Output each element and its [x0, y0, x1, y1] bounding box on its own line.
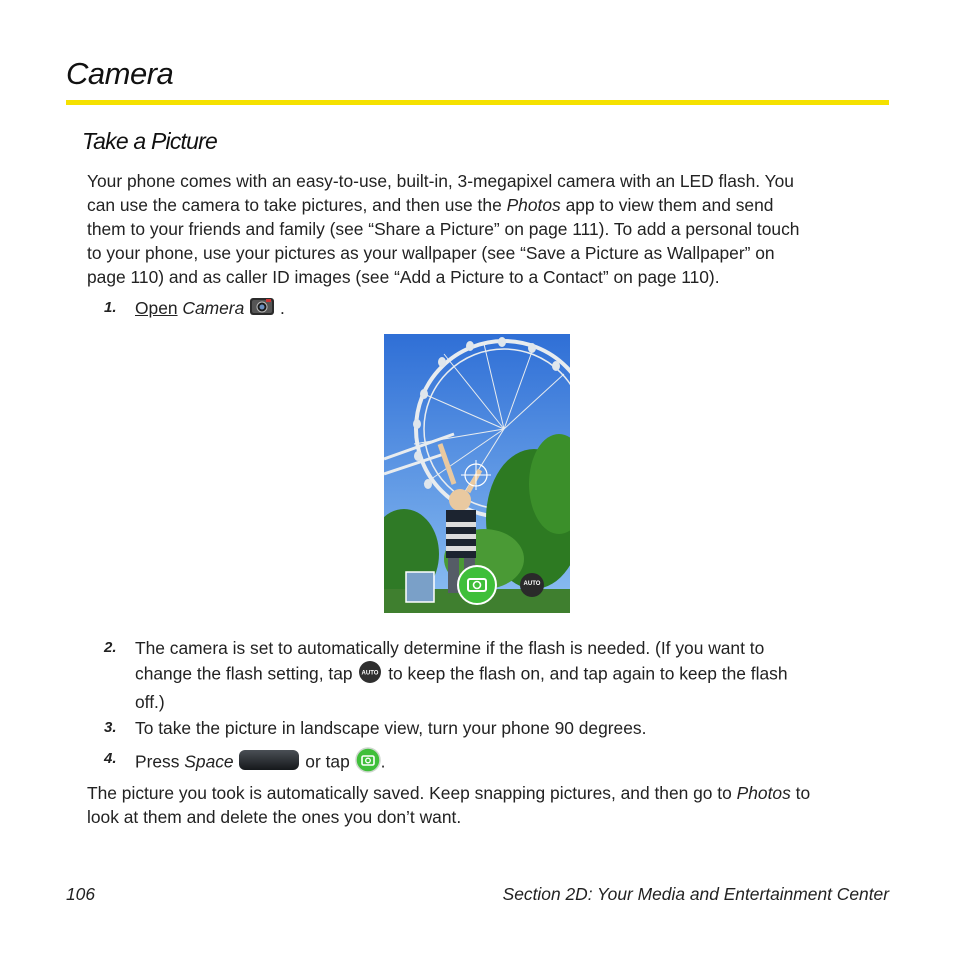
space-key-icon[interactable]: [238, 749, 300, 777]
intro-line: them to your friends and family (see “Share a Picture” on page 111). To add a personal touch: [87, 219, 800, 239]
step-text: The camera is set to automatically determine if the flash is needed. (If you want to: [135, 638, 765, 658]
svg-text:AUTO: AUTO: [361, 670, 379, 677]
step-4: 4. Press Space or tap .: [104, 747, 904, 773]
title-underline: [66, 100, 889, 105]
step-text: To take the picture in landscape view, turn your phone 90 degrees.: [135, 718, 647, 738]
step-number: 1.: [104, 299, 117, 316]
step-number: 2.: [104, 639, 117, 656]
step-3: [104, 716, 904, 740]
space-key-label: Space: [184, 751, 234, 772]
section-footer: Section 2D: Your Media and Entertainment Center: [502, 884, 889, 904]
step-number: 4.: [104, 750, 117, 767]
step-text: change the flash setting, tap AUTO to keep the flash on, and tap again to keep the flash: [135, 660, 895, 690]
camera-app-icon[interactable]: [249, 296, 275, 322]
page-title: Camera: [66, 56, 174, 91]
closing-paragraph: [87, 781, 889, 829]
closing-line: The picture you took is automatically saved. Keep snapping pictures, and then go to Photos to: [87, 783, 811, 803]
step-2: [104, 636, 904, 712]
intro-line: to your phone, use your pictures as your wallpaper (see “Save a Picture as Wallpaper” on: [87, 243, 775, 263]
camera-app-name: Camera: [182, 298, 245, 318]
flash-auto-icon[interactable]: [357, 660, 383, 690]
open-link[interactable]: Open: [135, 298, 178, 318]
intro-line: can use the camera to take pictures, and then use the Photos app to view them and send: [87, 195, 774, 215]
step-text: off.): [135, 692, 165, 712]
page-number: 106: [66, 884, 96, 904]
section-heading: Take a Picture: [82, 128, 217, 154]
photos-app-name: Photos: [506, 195, 561, 215]
step-number: 3.: [104, 719, 117, 736]
shutter-icon[interactable]: [355, 747, 381, 779]
flash-mode-label: AUTO: [523, 581, 541, 587]
camera-screenshot: [384, 334, 570, 613]
step-1: 1. Open Camera .: [104, 296, 804, 320]
intro-paragraph: [87, 169, 889, 289]
photos-app-name: Photos: [736, 783, 791, 803]
intro-line: page 110) and as caller ID images (see “Add a Picture to a Contact” on page 110).: [87, 267, 720, 287]
intro-line: Your phone comes with an easy-to-use, built-in, 3-megapixel camera with an LED flash. You: [87, 171, 794, 191]
closing-line: look at them and delete the ones you don’t want.: [87, 807, 462, 827]
